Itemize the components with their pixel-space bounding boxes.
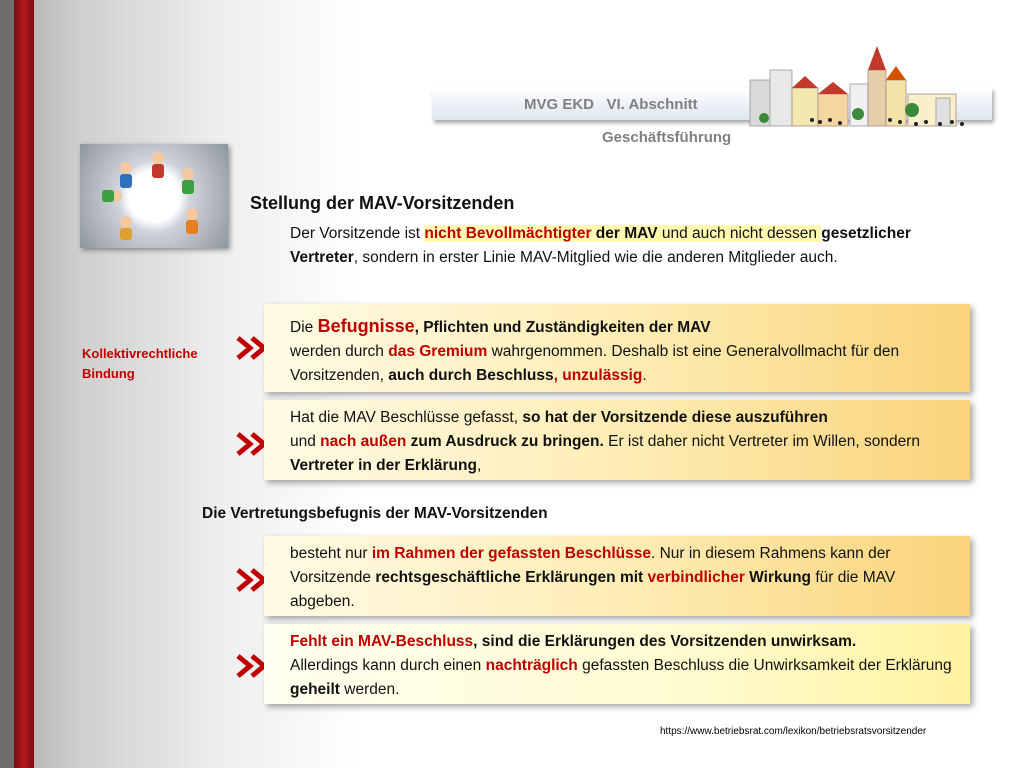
box4-bold-unwirksam: , sind die Erklärungen des Vorsitzenden unwirksam. [473, 633, 857, 650]
intro-highlight-bevollmaechtigter: nicht Bevollmächtigter [424, 225, 592, 242]
box-befugnisse-text [290, 314, 954, 388]
box-befugnisse [264, 304, 970, 392]
box4-fehlt-beschluss: Fehlt ein MAV-Beschluss [290, 633, 474, 650]
box1-bold-pflichten: , Pflichten und Zuständigkeiten der MAV [414, 319, 711, 336]
header-title: MVG EKD VI. Abschnitt [524, 96, 698, 113]
box-rahmen [264, 536, 970, 616]
box1-text-3: wahrgenommen. Deshalb ist eine Generalvollmacht für den Vorsitzenden, [290, 343, 900, 384]
intro-highlight-der-mav: der MAV [591, 225, 658, 242]
town-skyline-illustration [740, 40, 972, 136]
intro-paragraph [290, 222, 930, 270]
box2-nach-aussen: nach außen [320, 433, 407, 450]
box2-text-2: und [290, 433, 321, 450]
box-beschluesse [264, 400, 970, 480]
box3-text-2: . Nur in diesem Rahmens kann der Vorsitzende [290, 545, 891, 586]
left-red-bar [14, 0, 34, 768]
intro-text-3: , sondern in erster Linie MAV-Mitglied wie die anderen Mitglieder auch. [353, 249, 838, 266]
box2-bold-ausdruck: zum Ausdruck zu bringen. [406, 433, 604, 450]
box4-nachtraeglich: nachträglich [485, 657, 578, 674]
header-subtitle: Geschäftsführung [602, 129, 732, 146]
box-unwirksam [264, 624, 970, 704]
box3-bold-erklaerungen: rechtsgeschäftliche Erklärungen mit [375, 569, 648, 586]
box2-bold-vertreter: Vertreter in der Erklärung [290, 457, 477, 474]
side-label-kollektivrechtliche-bindung [82, 344, 198, 384]
box2-text-3: Er ist daher nicht Vertreter im Willen, sondern [603, 433, 920, 450]
intro-bold-vertreter: gesetzlicher Vertreter [290, 225, 911, 266]
box1-bold-beschluss: auch durch Beschluss [388, 367, 554, 384]
box4-text-2: gefassten Beschluss die Unwirksamkeit der Erklärung [577, 657, 952, 674]
side-label-line-2: Bindung [82, 366, 135, 381]
box2-text-1: Hat die MAV Beschlüsse gefasst, [290, 409, 523, 426]
box-unwirksam-text [290, 630, 954, 702]
box1-unzulaessig: , unzulässig [553, 367, 643, 384]
box4-bold-geheilt: geheilt [290, 681, 340, 698]
intro-text-2: und auch nicht dessen [657, 225, 822, 242]
box-beschluesse-text [290, 406, 954, 478]
side-label-line-1: Kollektivrechtliche [82, 346, 198, 361]
box3-text-1: besteht nur [290, 545, 372, 562]
box1-text-2: werden durch [290, 343, 389, 360]
box3-verbindlicher: verbindlicher [647, 569, 745, 586]
source-url: https://www.betriebsrat.com/lexikon/betriebsratsvorsitzender [660, 726, 927, 737]
box1-befugnisse: Befugnisse [317, 316, 415, 336]
section-heading-stellung: Stellung der MAV-Vorsitzenden [250, 193, 515, 213]
box2-text-4: , [476, 457, 482, 474]
intro-text-1: Der Vorsitzende ist [290, 225, 425, 242]
section-heading-vertretungsbefugnis: Die Vertretungsbefugnis der MAV-Vorsitzenden [202, 505, 548, 522]
left-gray-bar [0, 0, 14, 768]
box3-text-3: für die MAV abgeben. [290, 569, 896, 610]
figures-round-table-photo [80, 144, 228, 248]
box4-text-3: werden. [339, 681, 400, 698]
box4-text-1: Allerdings kann durch einen [290, 657, 486, 674]
box1-gremium: das Gremium [388, 343, 488, 360]
box3-bold-wirkung: Wirkung [744, 569, 812, 586]
box2-bold-ausfuehren: so hat der Vorsitzende diese auszuführen [522, 409, 828, 426]
box1-text-1: Die [290, 319, 318, 336]
box1-text-4: . [642, 367, 647, 384]
box3-rahmen: im Rahmen der gefassten Beschlüsse [371, 545, 651, 562]
box-rahmen-text [290, 542, 954, 614]
